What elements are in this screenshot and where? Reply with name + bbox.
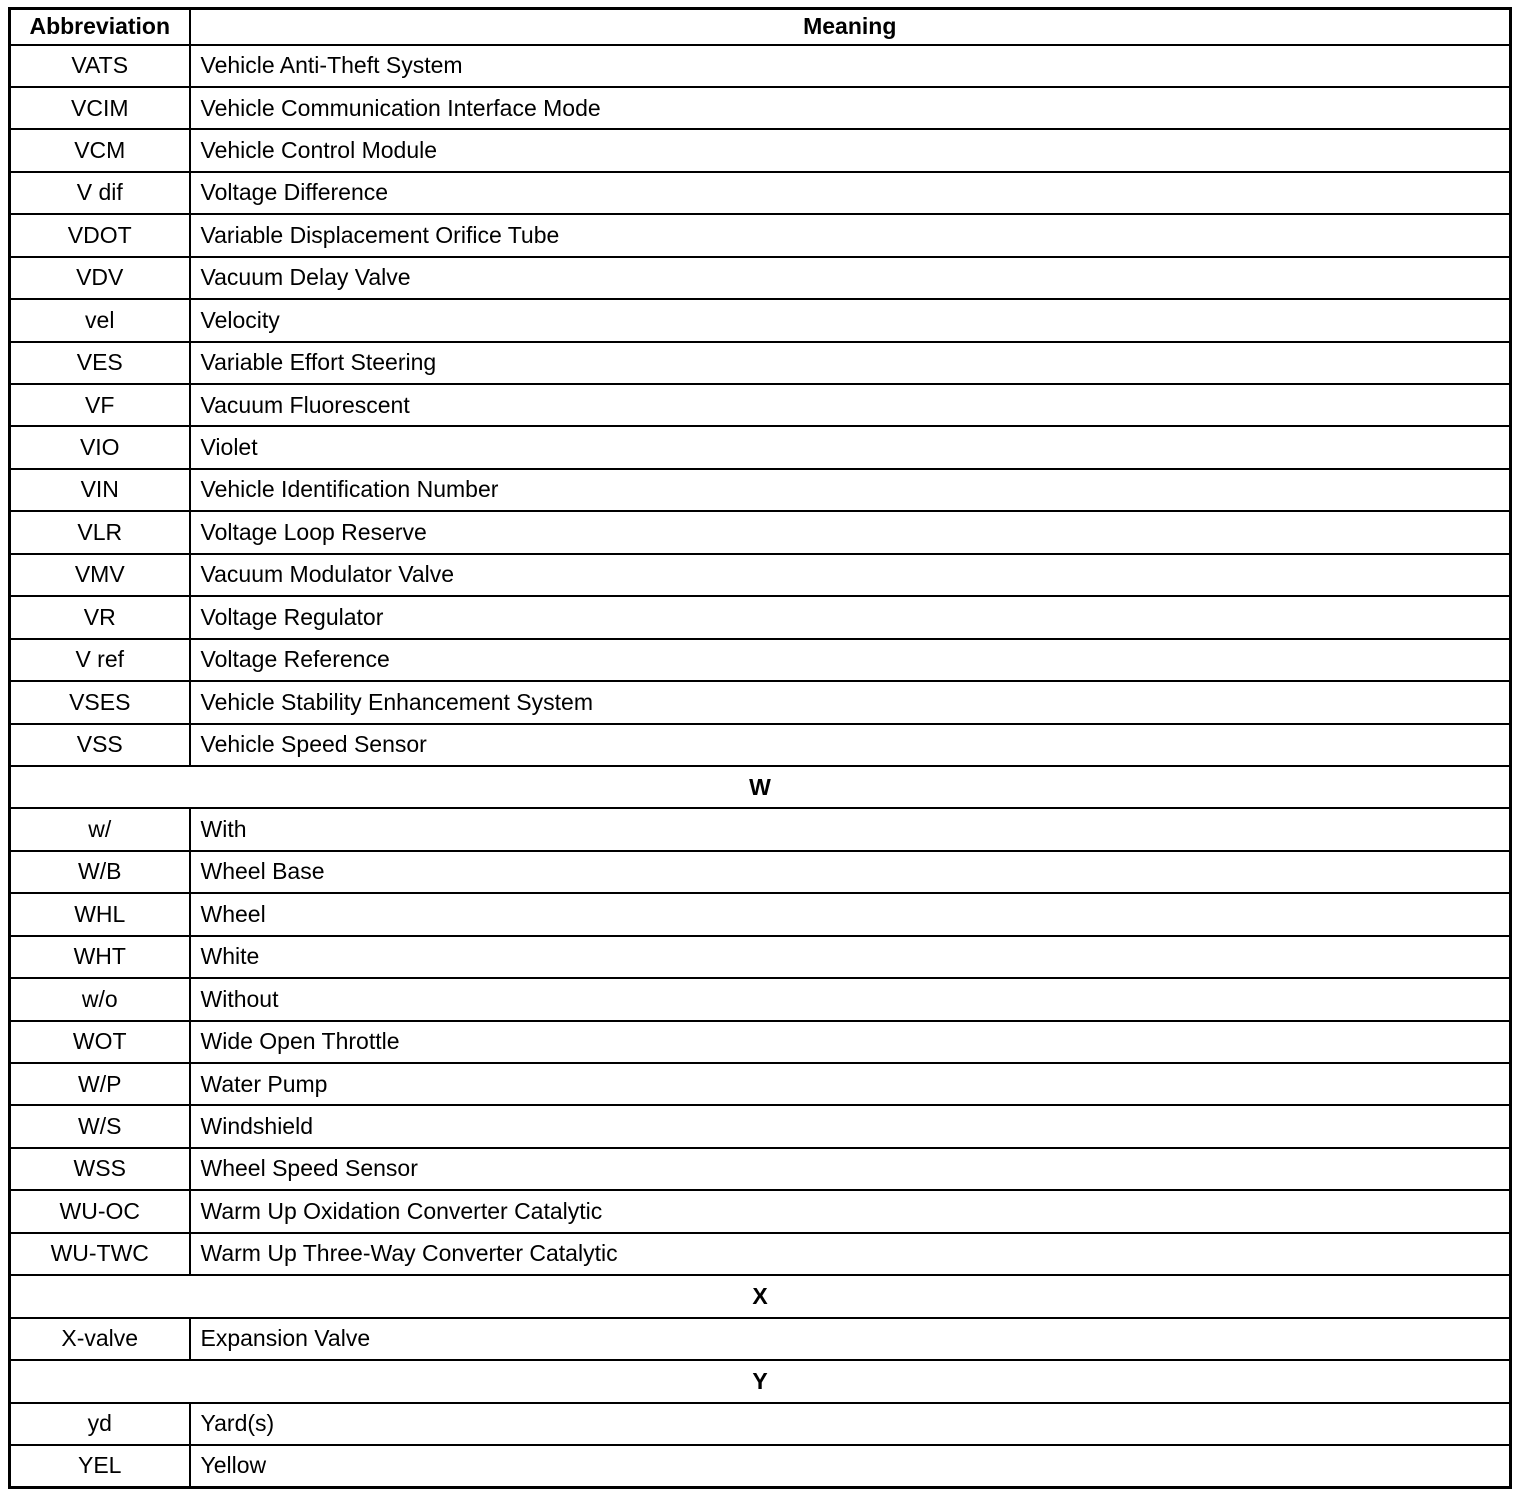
abbreviation-cell: W/B: [10, 851, 190, 893]
meaning-cell: Vehicle Control Module: [190, 129, 1511, 171]
table-row: [10, 1403, 1511, 1445]
header-row: [10, 9, 1511, 45]
abbreviation-cell: VDV: [10, 257, 190, 299]
abbreviation-cell: vel: [10, 299, 190, 341]
table-row: [10, 978, 1511, 1020]
meaning-cell: Variable Effort Steering: [190, 342, 1511, 384]
table-row: [10, 681, 1511, 723]
abbreviation-cell: VIN: [10, 469, 190, 511]
abbreviation-cell: WHL: [10, 893, 190, 935]
abbreviation-cell: yd: [10, 1403, 190, 1445]
meaning-cell: Voltage Loop Reserve: [190, 511, 1511, 553]
abbreviation-cell: W/P: [10, 1063, 190, 1105]
abbreviation-cell: VF: [10, 384, 190, 426]
table-body: [10, 45, 1511, 1488]
abbreviation-cell: VLR: [10, 511, 190, 553]
meaning-cell: Vehicle Anti-Theft System: [190, 45, 1511, 87]
meaning-cell: Voltage Regulator: [190, 596, 1511, 638]
table-row: [10, 1190, 1511, 1232]
abbreviation-cell: VMV: [10, 554, 190, 596]
abbreviation-cell: VIO: [10, 426, 190, 468]
abbreviation-cell: VCM: [10, 129, 190, 171]
meaning-cell: Yard(s): [190, 1403, 1511, 1445]
meaning-cell: With: [190, 808, 1511, 850]
meaning-cell: Expansion Valve: [190, 1318, 1511, 1360]
meaning-cell: Warm Up Oxidation Converter Catalytic: [190, 1190, 1511, 1232]
table-row: [10, 1148, 1511, 1190]
abbreviation-cell: VES: [10, 342, 190, 384]
table-row: [10, 596, 1511, 638]
meaning-cell: Wheel: [190, 893, 1511, 935]
abbreviation-cell: w/: [10, 808, 190, 850]
meaning-cell: Vacuum Delay Valve: [190, 257, 1511, 299]
abbreviation-cell: VCIM: [10, 87, 190, 129]
table-row: [10, 342, 1511, 384]
abbreviation-column-header: Abbreviation: [10, 9, 190, 45]
abbreviation-cell: YEL: [10, 1445, 190, 1488]
abbreviation-cell: WHT: [10, 936, 190, 978]
table-row: [10, 1063, 1511, 1105]
meaning-cell: Without: [190, 978, 1511, 1020]
table-row: [10, 554, 1511, 596]
abbreviation-cell: VATS: [10, 45, 190, 87]
meaning-cell: Voltage Difference: [190, 172, 1511, 214]
meaning-cell: Vehicle Stability Enhancement System: [190, 681, 1511, 723]
table-row: [10, 724, 1511, 766]
abbreviation-cell: VSES: [10, 681, 190, 723]
meaning-cell: Velocity: [190, 299, 1511, 341]
table-row: [10, 384, 1511, 426]
meaning-cell: Vacuum Modulator Valve: [190, 554, 1511, 596]
table-row: [10, 257, 1511, 299]
meaning-cell: Warm Up Three-Way Converter Catalytic: [190, 1233, 1511, 1275]
table-row: [10, 893, 1511, 935]
table-row: [10, 1021, 1511, 1063]
meaning-cell: Wheel Base: [190, 851, 1511, 893]
meaning-cell: Voltage Reference: [190, 639, 1511, 681]
section-letter: Y: [10, 1360, 1511, 1402]
meaning-cell: Violet: [190, 426, 1511, 468]
table-row: [10, 426, 1511, 468]
section-row: [10, 1275, 1511, 1317]
abbreviation-cell: V ref: [10, 639, 190, 681]
table-row: [10, 1233, 1511, 1275]
meaning-cell: Variable Displacement Orifice Tube: [190, 214, 1511, 256]
abbreviation-cell: VR: [10, 596, 190, 638]
meaning-cell: Wheel Speed Sensor: [190, 1148, 1511, 1190]
table-row: [10, 639, 1511, 681]
abbreviation-cell: WU-TWC: [10, 1233, 190, 1275]
abbreviations-table: [8, 7, 1512, 1489]
table-row: [10, 299, 1511, 341]
table-row: [10, 1445, 1511, 1488]
table-row: [10, 172, 1511, 214]
table-row: [10, 214, 1511, 256]
meaning-cell: Vehicle Identification Number: [190, 469, 1511, 511]
table-row: [10, 808, 1511, 850]
meaning-cell: Water Pump: [190, 1063, 1511, 1105]
table-row: [10, 511, 1511, 553]
abbreviation-cell: WU-OC: [10, 1190, 190, 1232]
table-row: [10, 1105, 1511, 1147]
table-row: [10, 936, 1511, 978]
table-row: [10, 45, 1511, 87]
meaning-cell: White: [190, 936, 1511, 978]
section-row: [10, 1360, 1511, 1402]
meaning-cell: Vehicle Speed Sensor: [190, 724, 1511, 766]
abbreviation-cell: W/S: [10, 1105, 190, 1147]
abbreviation-cell: VDOT: [10, 214, 190, 256]
abbreviation-cell: X-valve: [10, 1318, 190, 1360]
table-row: [10, 1318, 1511, 1360]
abbreviation-cell: VSS: [10, 724, 190, 766]
section-row: [10, 766, 1511, 808]
abbreviation-cell: WSS: [10, 1148, 190, 1190]
table-row: [10, 469, 1511, 511]
section-letter: W: [10, 766, 1511, 808]
meaning-cell: Vehicle Communication Interface Mode: [190, 87, 1511, 129]
abbreviation-cell: w/o: [10, 978, 190, 1020]
table-row: [10, 87, 1511, 129]
table-row: [10, 851, 1511, 893]
section-letter: X: [10, 1275, 1511, 1317]
abbreviation-cell: WOT: [10, 1021, 190, 1063]
meaning-cell: Vacuum Fluorescent: [190, 384, 1511, 426]
abbreviation-cell: V dif: [10, 172, 190, 214]
meaning-column-header: Meaning: [190, 9, 1511, 45]
table-row: [10, 129, 1511, 171]
meaning-cell: Wide Open Throttle: [190, 1021, 1511, 1063]
meaning-cell: Windshield: [190, 1105, 1511, 1147]
meaning-cell: Yellow: [190, 1445, 1511, 1488]
